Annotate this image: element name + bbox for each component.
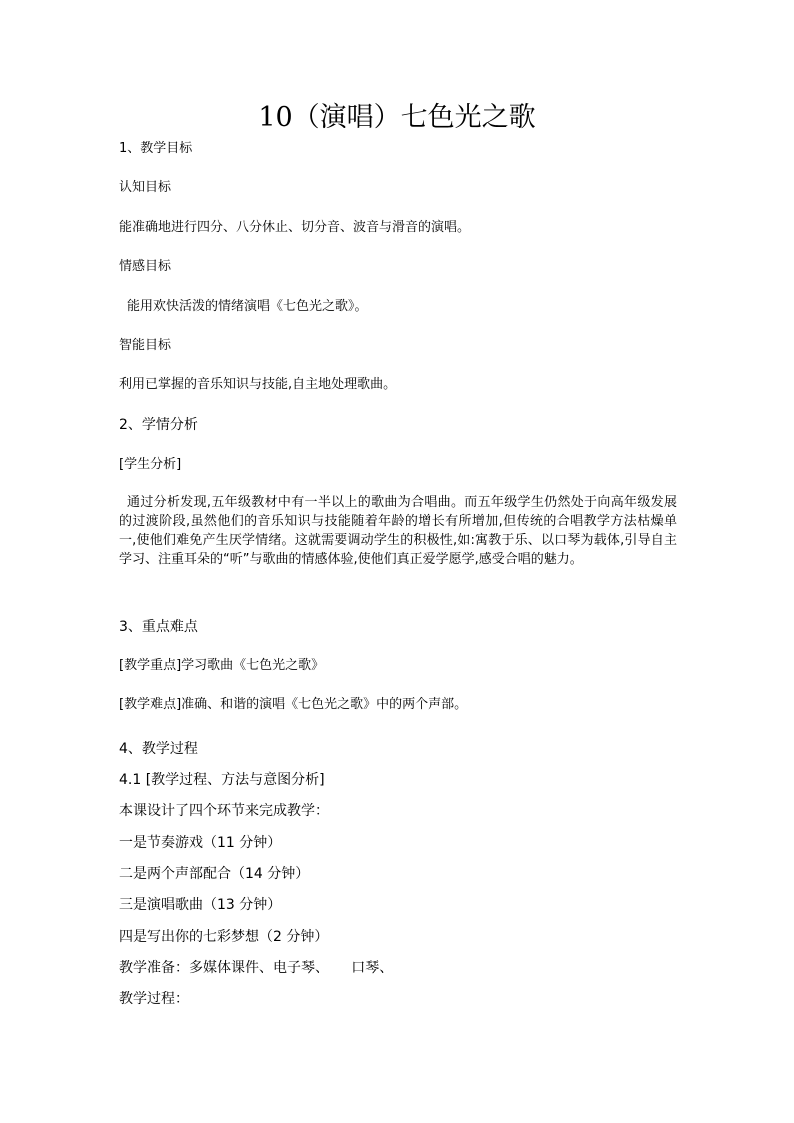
- label-student-analysis: [学生分析]: [119, 457, 182, 472]
- page-title: 10（演唱）七色光之歌: [258, 102, 536, 133]
- subheading-emotional: 情感目标: [119, 259, 172, 274]
- section-heading-goals: 1、教学目标: [119, 141, 193, 156]
- section-heading-analysis: 2、学情分析: [119, 417, 198, 433]
- paragraph-student-analysis: 通过分析发现,五年级教材中有一半以上的歌曲为合唱曲。而五年级学生仍然处于向高年级发展的过渡阶段,虽然他们的音乐知识与技能随着年龄的增长有所增加,但传统的合唱教学方法枯燥单一,使他们难免产生厌学情绪。这就需要调动学生的积极性,如:寓教于乐、以口琴为载体,引导自主学习、注重耳朵的“听”与歌曲的情感体验,使他们真正爱学愿学,感受合唱的魅力。: [119, 495, 677, 567]
- paragraph-key-point: [教学重点]学习歌曲《七色光之歌》: [119, 658, 325, 673]
- paragraph-cognitive: 能准确地进行四分、八分休止、切分音、波音与滑音的演唱。: [119, 220, 471, 235]
- list-item-step3: 三是演唱歌曲（13 分钟）: [119, 897, 282, 913]
- list-item-step2: 二是两个声部配合（14 分钟）: [119, 866, 310, 882]
- paragraph-preparation: 教学准备：多媒体课件、电子琴、 口琴、: [119, 960, 394, 976]
- label-process: 教学过程：: [119, 991, 189, 1007]
- subheading-ability: 智能目标: [119, 338, 172, 353]
- paragraph-process-intro: 本课设计了四个环节来完成教学：: [119, 803, 329, 819]
- list-item-step4: 四是写出你的七彩梦想（2 分钟）: [119, 929, 329, 945]
- subheading-cognitive: 认知目标: [119, 180, 172, 195]
- paragraph-ability: 利用已掌握的音乐知识与技能,自主地处理歌曲。: [119, 377, 397, 392]
- subheading-process: 4.1 [教学过程、方法与意图分析]: [119, 772, 325, 788]
- list-item-step1: 一是节奏游戏（11 分钟）: [119, 835, 282, 851]
- section-heading-process: 4、教学过程: [119, 741, 198, 757]
- section-heading-key-points: 3、重点难点: [119, 619, 198, 635]
- paragraph-emotional: 能用欢快活泼的情绪演唱《七色光之歌》。: [127, 299, 368, 314]
- paragraph-difficult-point: [教学难点]准确、和谐的演唱《七色光之歌》中的两个声部。: [119, 697, 468, 712]
